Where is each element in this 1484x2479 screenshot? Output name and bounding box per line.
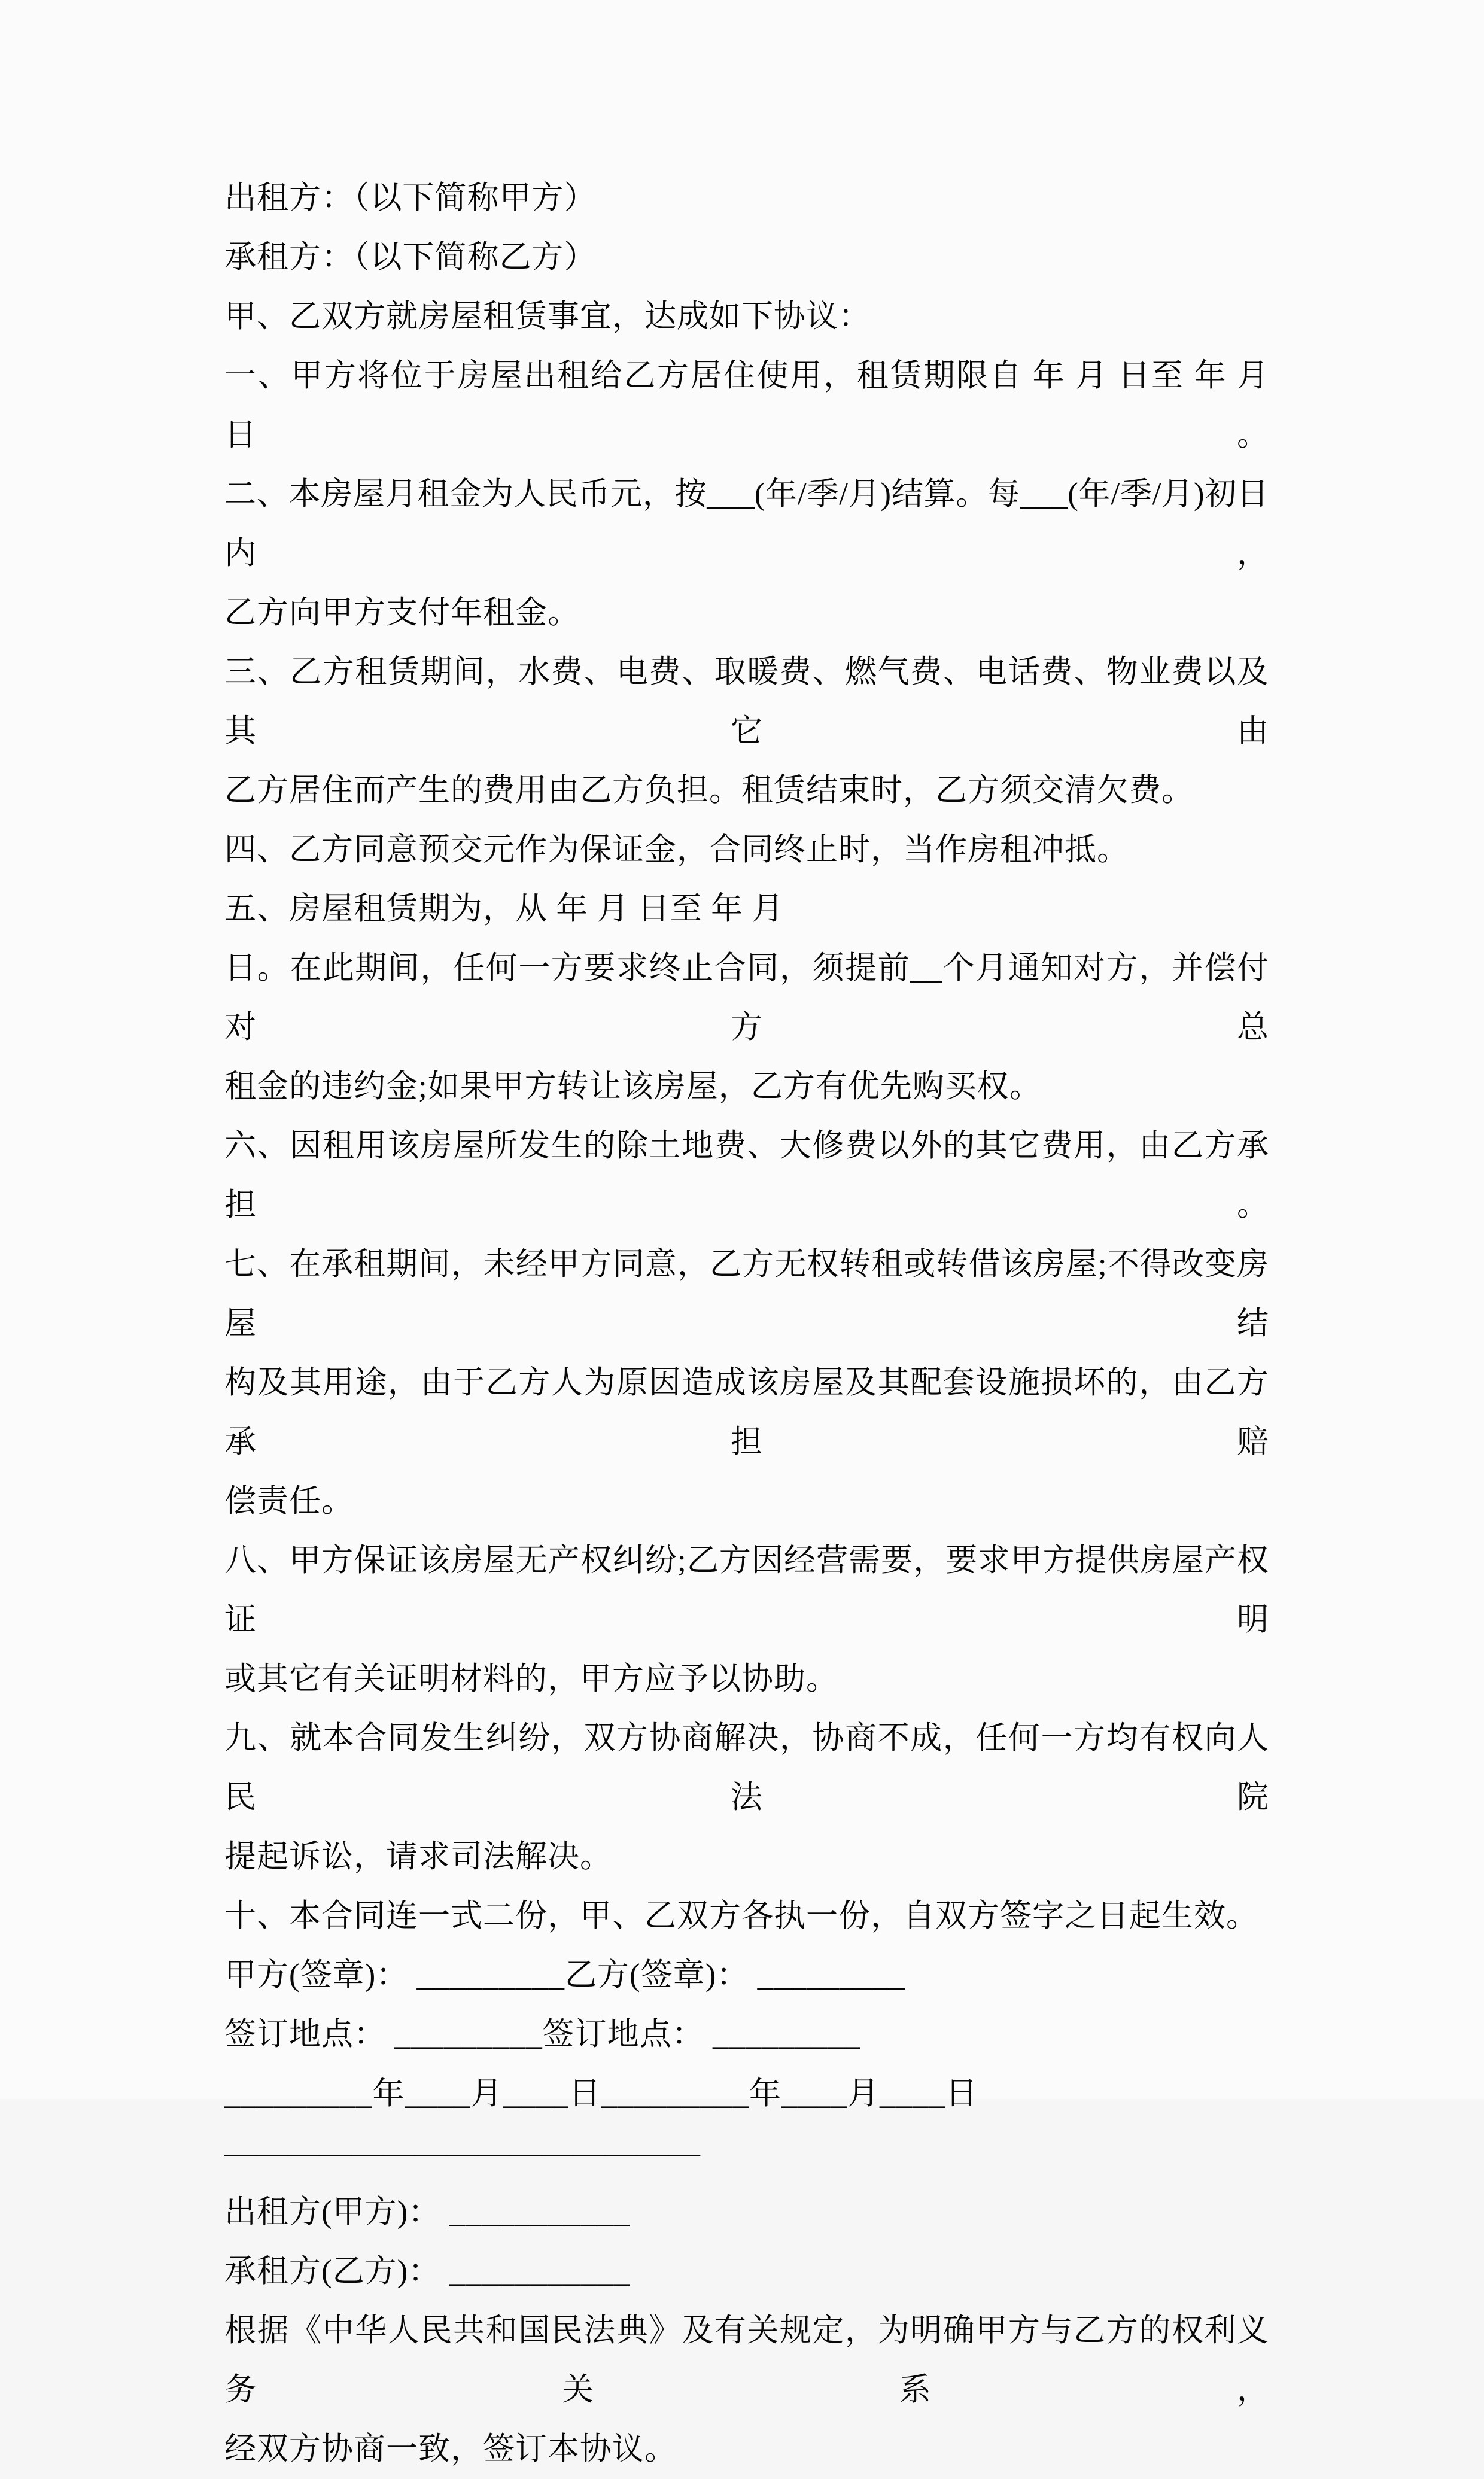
contract-line-11: 日。在此期间，任何一方要求终止合同，须提前__个月通知对方，并偿付对方总 [224,951,1269,1045]
contract-line-9: 四、乙方同意预交元作为保证金，合同终止时，当作房租冲抵。 [224,832,1129,867]
contract-line-29: 经双方协商一致，签订本协议。 [224,2432,677,2466]
contract-line-12: 租金的违约金;如果甲方转让该房屋，乙方有优先购买权。 [224,1069,1042,1104]
contract-line-2: 承租方：（以下简称乙方） [224,240,597,275]
contract-body [224,169,1269,2479]
contract-line-23: 签订地点： _________签订地点： _________ [224,2017,861,2052]
contract-line-8: 乙方居住而产生的费用由乙方负担。租赁结束时，乙方须交清欠费。 [224,773,1194,808]
contract-line-18: 或其它有关证明材料的，甲方应予以协助。 [224,1662,838,1696]
contract-line-20: 提起诉讼，请求司法解决。 [224,1839,612,1874]
contract-line-5: 二、本房屋月租金为人民币元，按___(年/季/月)结算。每___(年/季/月)初日内， [224,477,1269,571]
contract-line-6: 乙方向甲方支付年租金。 [224,595,580,630]
contract-line-21: 十、本合同连一式二份，甲、乙双方各执一份，自双方签字之日起生效。 [224,1899,1258,1933]
contract-line-10: 五、房屋租赁期为，从 年 月 日至 年 月 [224,892,784,926]
contract-line-24: _________年____月____日_________年____月____日 [224,2076,978,2111]
contract-line-15: 构及其用途，由于乙方人为原因造成该房屋及其配套设施损坏的，由乙方承担赔 [224,1365,1269,1459]
contract-line-7: 三、乙方租赁期间，水费、电费、取暖费、燃气费、电话费、物业费以及其它由 [224,655,1269,749]
contract-line-4: 一、甲方将位于房屋出租给乙方居住使用，租赁期限自 年 月 日至 年 月 日。 [224,358,1269,452]
contract-line-14: 七、在承租期间，未经甲方同意，乙方无权转租或转借该房屋;不得改变房屋结 [224,1247,1269,1341]
contract-line-26: 出租方(甲方)： ___________ [224,2195,631,2229]
contract-line-19: 九、就本合同发生纠纷，双方协商解决，协商不成，任何一方均有权向人民法院 [224,1721,1269,1815]
contract-line-28: 根据《中华人民共和国民法典》及有关规定，为明确甲方与乙方的权利义务关系， [224,2313,1269,2407]
contract-line-16: 偿责任。 [224,1484,354,1519]
separator-line: ——————————————— [224,2136,700,2170]
contract-line-1: 出租方：（以下简称甲方） [224,181,597,215]
contract-line-27: 承租方(乙方)： ___________ [224,2254,631,2289]
contract-line-13: 六、因租用该房屋所发生的除土地费、大修费以外的其它费用，由乙方承担。 [224,1129,1269,1222]
contract-line-3: 甲、乙双方就房屋租赁事宜，达成如下协议： [224,299,871,334]
contract-line-17: 八、甲方保证该房屋无产权纠纷;乙方因经营需要，要求甲方提供房屋产权证明 [224,1543,1269,1637]
contract-line-22: 甲方(签章)： _________乙方(签章)： _________ [224,1958,906,1993]
